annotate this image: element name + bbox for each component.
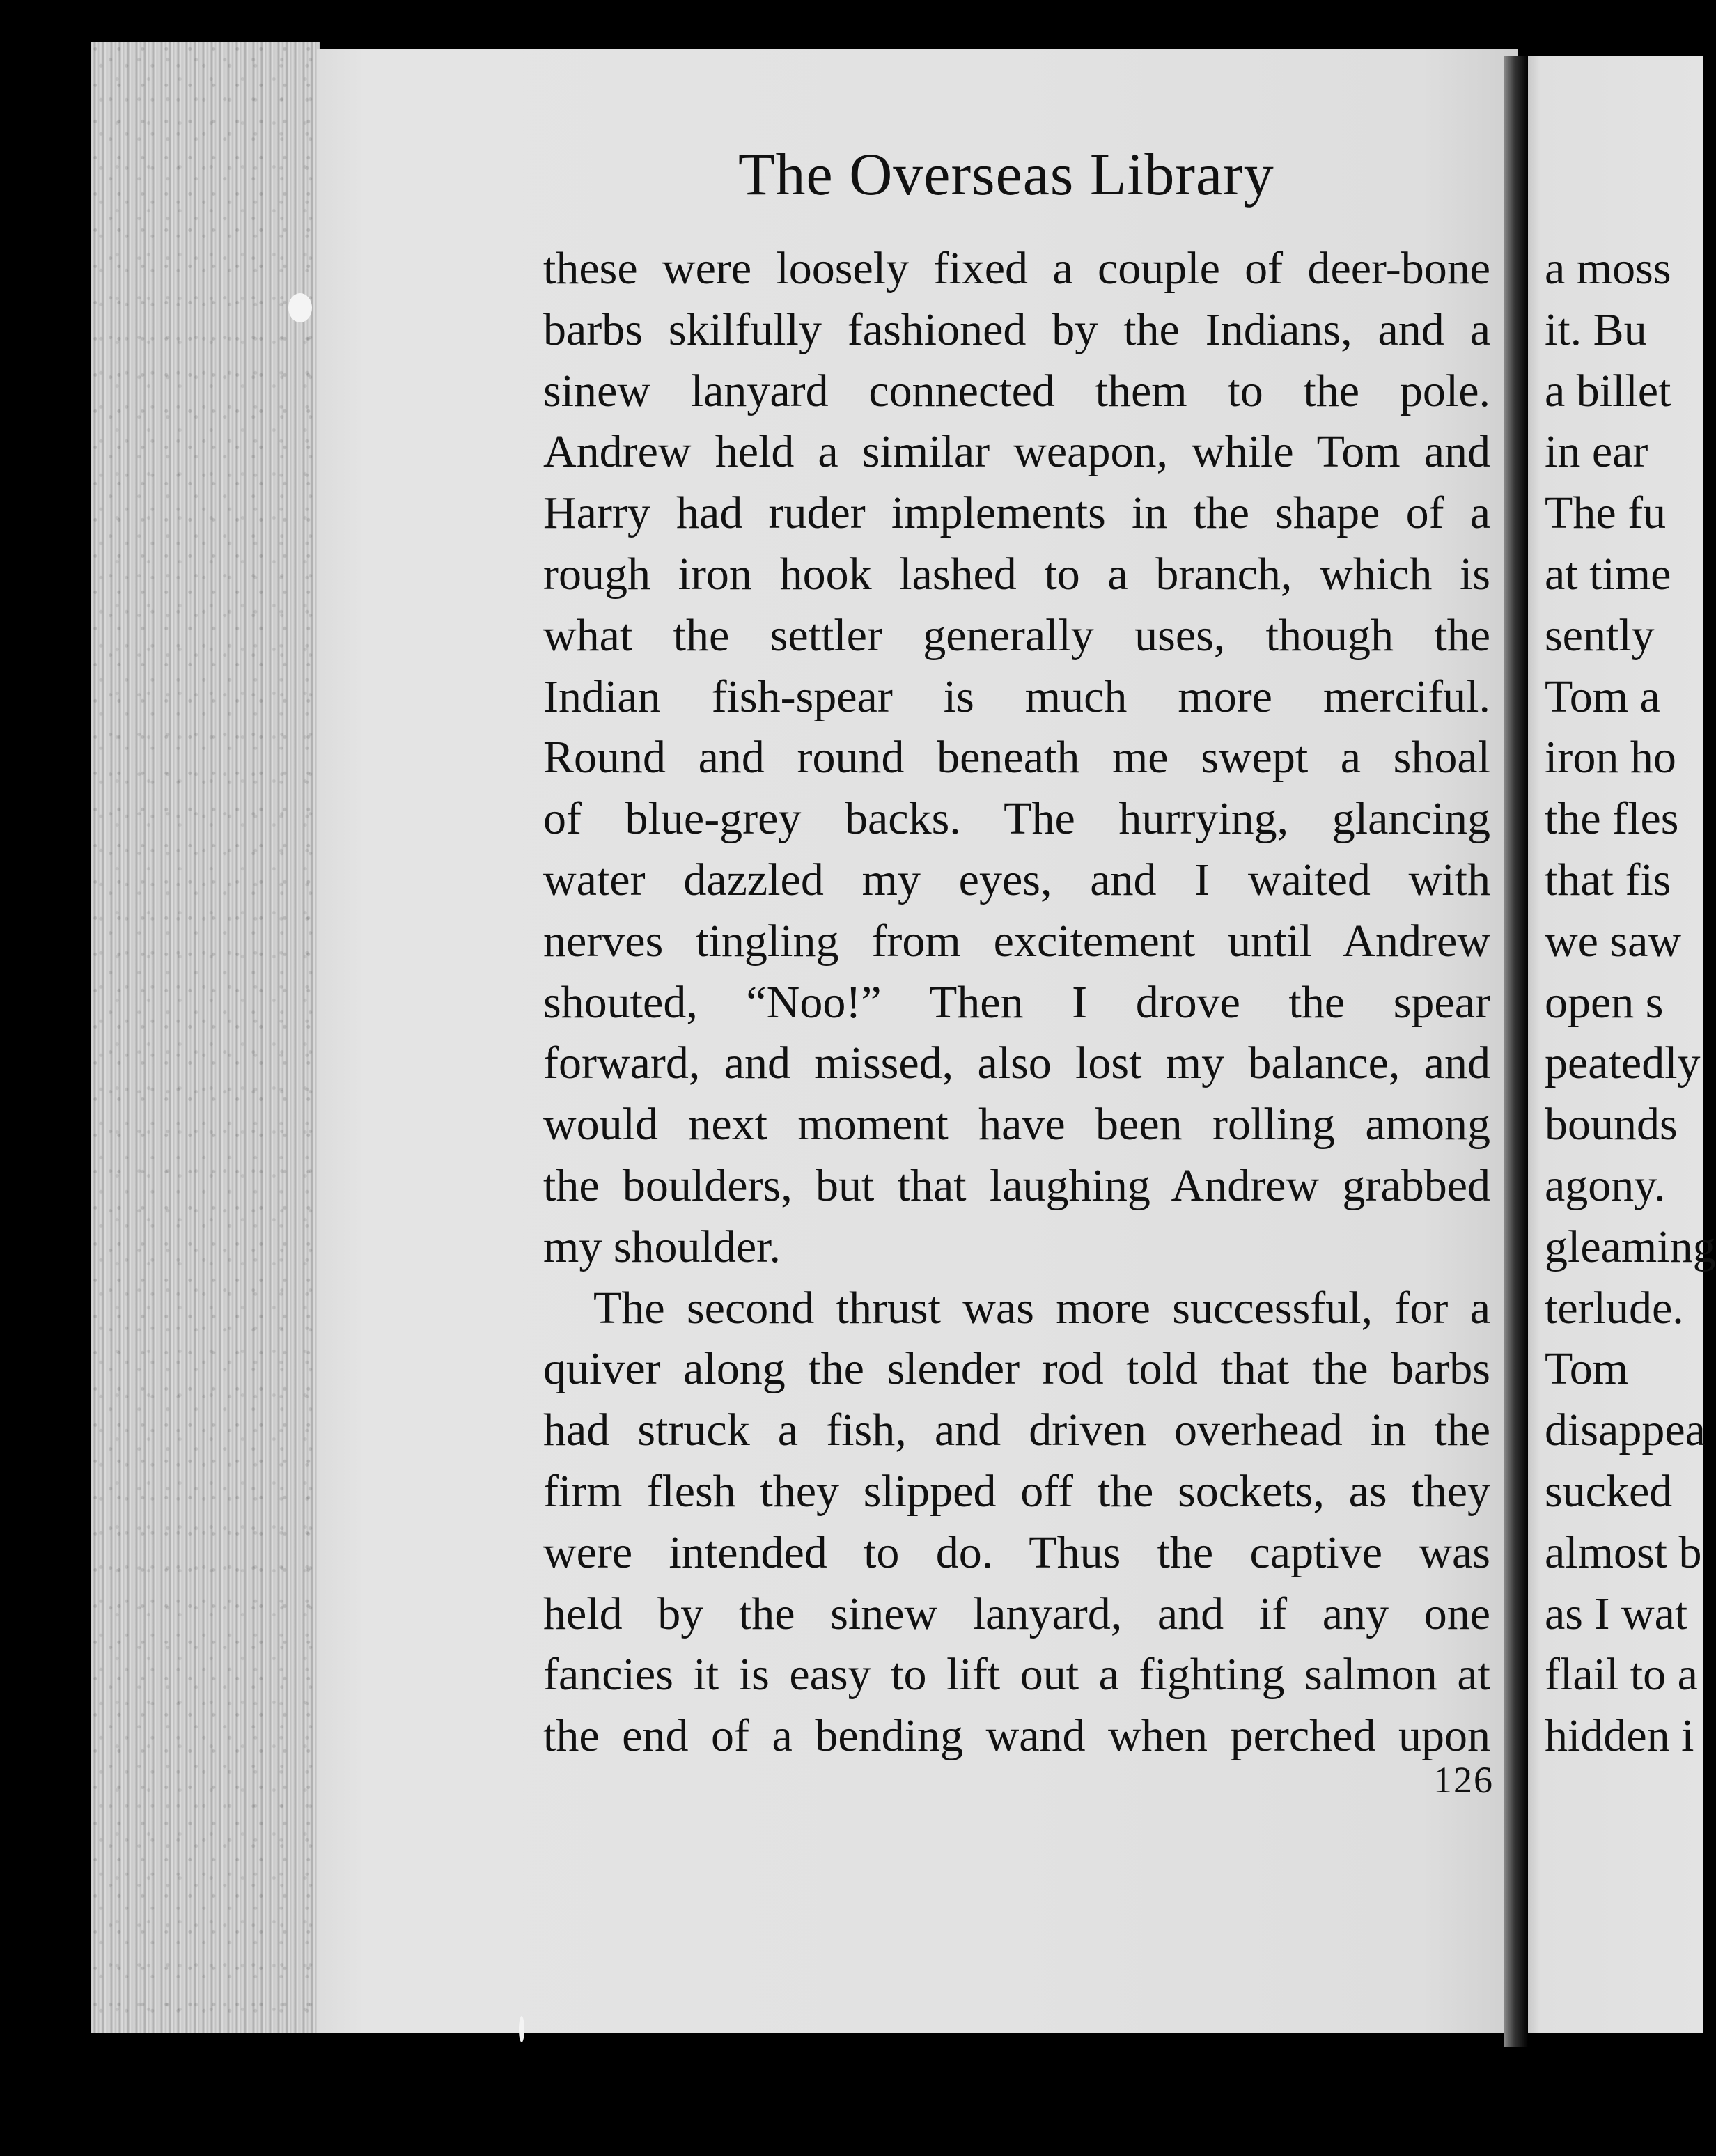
text-line: had struck a fish, and driven overhead in the bbox=[543, 1405, 1490, 1456]
text-fragment: hidden i bbox=[1545, 1710, 1694, 1762]
page-number: 126 bbox=[1433, 1759, 1494, 1801]
text-fragment: we saw bbox=[1545, 915, 1682, 967]
right-page-text-fragments bbox=[1545, 238, 1716, 1767]
text-fragment: in ear bbox=[1545, 426, 1648, 478]
text-fragment: sucked bbox=[1545, 1465, 1673, 1517]
text-line: my shoulder. bbox=[543, 1221, 781, 1272]
text-line: firm flesh they slipped off the sockets, as they bbox=[543, 1465, 1490, 1517]
text-fragment: terlude. bbox=[1545, 1282, 1684, 1334]
text-fragment: Tom a bbox=[1545, 671, 1660, 722]
text-line: barbs skilfully fashioned by the Indians, and a bbox=[543, 304, 1490, 355]
text-line: rough iron hook lashed to a branch, which is bbox=[543, 548, 1490, 600]
left-page-text bbox=[543, 238, 1490, 1767]
running-head: The Overseas Library bbox=[738, 141, 1274, 208]
text-line: the end of a bending wand when perched upon bbox=[543, 1710, 1490, 1762]
text-fragment: a moss bbox=[1545, 243, 1671, 294]
text-line: fancies it is easy to lift out a fighting salmon at bbox=[543, 1649, 1490, 1701]
text-line: held by the sinew lanyard, and if any one bbox=[543, 1588, 1490, 1639]
text-fragment: agony. bbox=[1545, 1159, 1666, 1211]
text-fragment: a billet bbox=[1545, 365, 1671, 416]
text-line: nerves tingling from excitement until Andrew bbox=[543, 915, 1490, 967]
text-line: Indian fish-spear is much more merciful. bbox=[543, 671, 1490, 722]
text-fragment: open s bbox=[1545, 976, 1664, 1028]
text-fragment: that fis bbox=[1545, 854, 1671, 905]
page-speck bbox=[288, 293, 312, 322]
book-gutter-shadow bbox=[1504, 56, 1528, 2047]
text-fragment: at time bbox=[1545, 548, 1671, 600]
text-line: shouted, “Noo!” Then I drove the spear bbox=[543, 976, 1490, 1028]
text-line: these were loosely fixed a couple of deer-bone bbox=[543, 243, 1490, 294]
text-line: the boulders, but that laughing Andrew grabbed bbox=[543, 1159, 1490, 1211]
text-fragment: the fles bbox=[1545, 793, 1679, 845]
text-line: sinew lanyard connected them to the pole. bbox=[543, 365, 1490, 416]
text-line: of blue-grey backs. The hurrying, glancing bbox=[543, 793, 1490, 845]
text-fragment: gleaming bbox=[1545, 1221, 1716, 1272]
text-fragment: flail to a bbox=[1545, 1649, 1698, 1701]
text-fragment: Tom bbox=[1545, 1343, 1629, 1395]
text-line: water dazzled my eyes, and I waited with bbox=[543, 854, 1490, 905]
text-line: Round and round beneath me swept a shoal bbox=[543, 732, 1490, 783]
text-fragment: disappea bbox=[1545, 1405, 1706, 1456]
text-line: were intended to do. Thus the captive was bbox=[543, 1526, 1490, 1578]
text-line: would next moment have been rolling among bbox=[543, 1099, 1490, 1150]
page-speck bbox=[519, 2016, 524, 2042]
text-line: Andrew held a similar weapon, while Tom and bbox=[543, 426, 1490, 478]
text-fragment: as I wat bbox=[1545, 1588, 1688, 1639]
text-line: forward, and missed, also lost my balance, and bbox=[543, 1038, 1490, 1089]
text-fragment: bounds bbox=[1545, 1099, 1678, 1150]
text-fragment: peatedly bbox=[1545, 1038, 1701, 1089]
text-fragment: iron ho bbox=[1545, 732, 1676, 783]
text-fragment: The fu bbox=[1545, 487, 1667, 539]
text-line: what the settler generally uses, though the bbox=[543, 609, 1490, 661]
text-fragment: almost b bbox=[1545, 1526, 1702, 1578]
book-page-edges bbox=[91, 42, 320, 2033]
text-fragment: sently bbox=[1545, 609, 1655, 661]
text-line: Harry had ruder implements in the shape of a bbox=[543, 487, 1490, 539]
text-line: The second thrust was more successful, for a bbox=[593, 1282, 1490, 1334]
text-fragment: it. Bu bbox=[1545, 304, 1647, 355]
text-line: quiver along the slender rod told that the barbs bbox=[543, 1343, 1490, 1395]
